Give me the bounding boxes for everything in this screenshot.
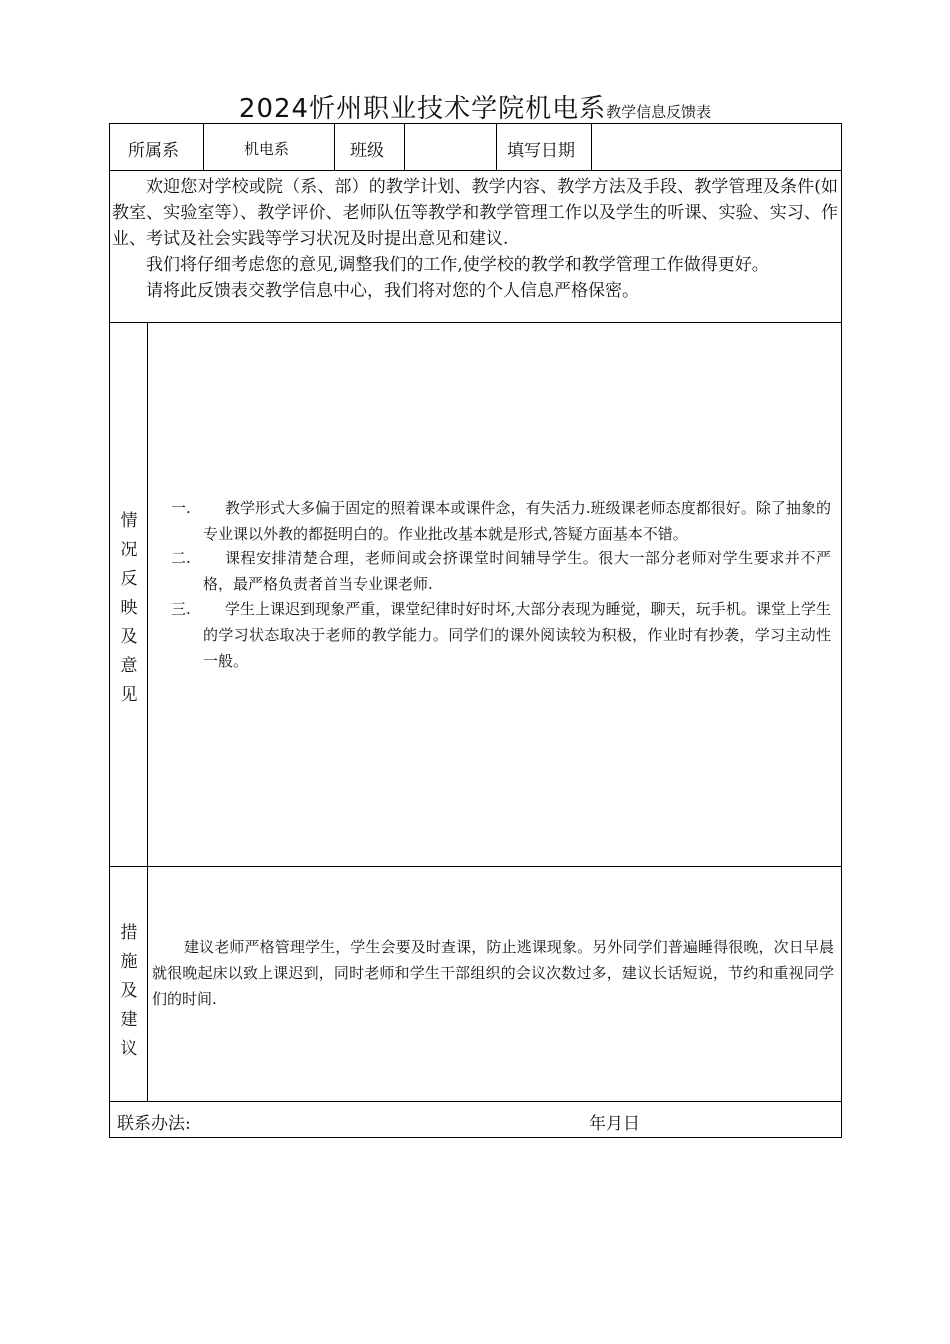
title-main: 2024忻州职业技术学院机电系 — [238, 94, 607, 124]
feedback-item — [171, 596, 831, 674]
footer-date-label: 年月日 — [589, 1114, 640, 1134]
intro-text — [112, 174, 838, 304]
row-divider — [109, 1101, 842, 1102]
item-number: 一. — [171, 499, 191, 517]
title-sub: 教学信息反馈表 — [606, 103, 712, 121]
date-label: 填写日期 — [507, 141, 575, 161]
row-divider — [109, 866, 842, 867]
col-divider — [496, 123, 497, 170]
dept-value[interactable]: 机电系 — [244, 140, 290, 158]
item-text: 学生上课迟到现象严重，课堂纪律时好时坏,大部分表现为睡觉，聊天，玩手机。课堂上学生的学习状态取决于老师的教学能力。同学们的课外阅读较为积极，作业时有抄袭，学习主动性一般。 — [203, 600, 831, 670]
document-title — [0, 88, 950, 125]
row-divider — [109, 322, 842, 323]
intro-paragraph: 请将此反馈表交教学信息中心，我们将对您的个人信息严格保密。 — [146, 281, 639, 301]
item-number: 三. — [171, 600, 191, 618]
contact-label: 联系办法: — [117, 1114, 191, 1134]
item-text: 课程安排清楚合理，老师间或会挤课堂时间辅导学生。很大一部分老师对学生要求并不严格，最严格负责者首当专业课老师. — [203, 549, 831, 593]
item-text: 教学形式大多偏于固定的照着课本或课件念，有失活力.班级课老师态度都很好。除了抽象的专业课以外教的都挺明白的。作业批改基本就是形式,答疑方面基本不错。 — [203, 499, 831, 543]
measures-section-label: 措 施 及 建 议 — [120, 923, 138, 1059]
feedback-section-label: 情 况 反 映 及 意 见 — [120, 511, 138, 705]
col-divider — [404, 123, 405, 170]
date-field[interactable] — [598, 136, 834, 160]
col-divider — [203, 123, 204, 170]
row-divider — [109, 170, 842, 171]
contact-field[interactable] — [210, 1107, 570, 1133]
class-field[interactable] — [410, 136, 490, 160]
feedback-item — [171, 545, 831, 597]
class-label: 班级 — [350, 141, 384, 161]
col-divider — [147, 322, 148, 1101]
item-number: 二. — [171, 549, 191, 567]
intro-paragraph: 我们将仔细考虑您的意见,调整我们的工作,使学校的教学和教学管理工作做得更好。 — [146, 255, 769, 275]
col-divider — [591, 123, 592, 170]
dept-label: 所属系 — [128, 141, 179, 161]
measures-text: 建议老师严格管理学生，学生会要及时查课，防止逃课现象。另外同学们普遍睡得很晚，次日早晨就很晚起床以致上课迟到，同时老师和学生干部组织的会议次数过多，建议长话短说，节约和重视同学们的时间. — [152, 938, 834, 1008]
feedback-item — [171, 495, 831, 547]
intro-paragraph: 欢迎您对学校或院（系、部）的教学计划、教学内容、教学方法及手段、教学管理及条件(如教室、实验室等）、教学评价、老师队伍等教学和教学管理工作以及学生的听课、实验、实习、作业、考试及社会实践等学习状况及时提出意见和建议. — [112, 177, 838, 249]
col-divider — [334, 123, 335, 170]
